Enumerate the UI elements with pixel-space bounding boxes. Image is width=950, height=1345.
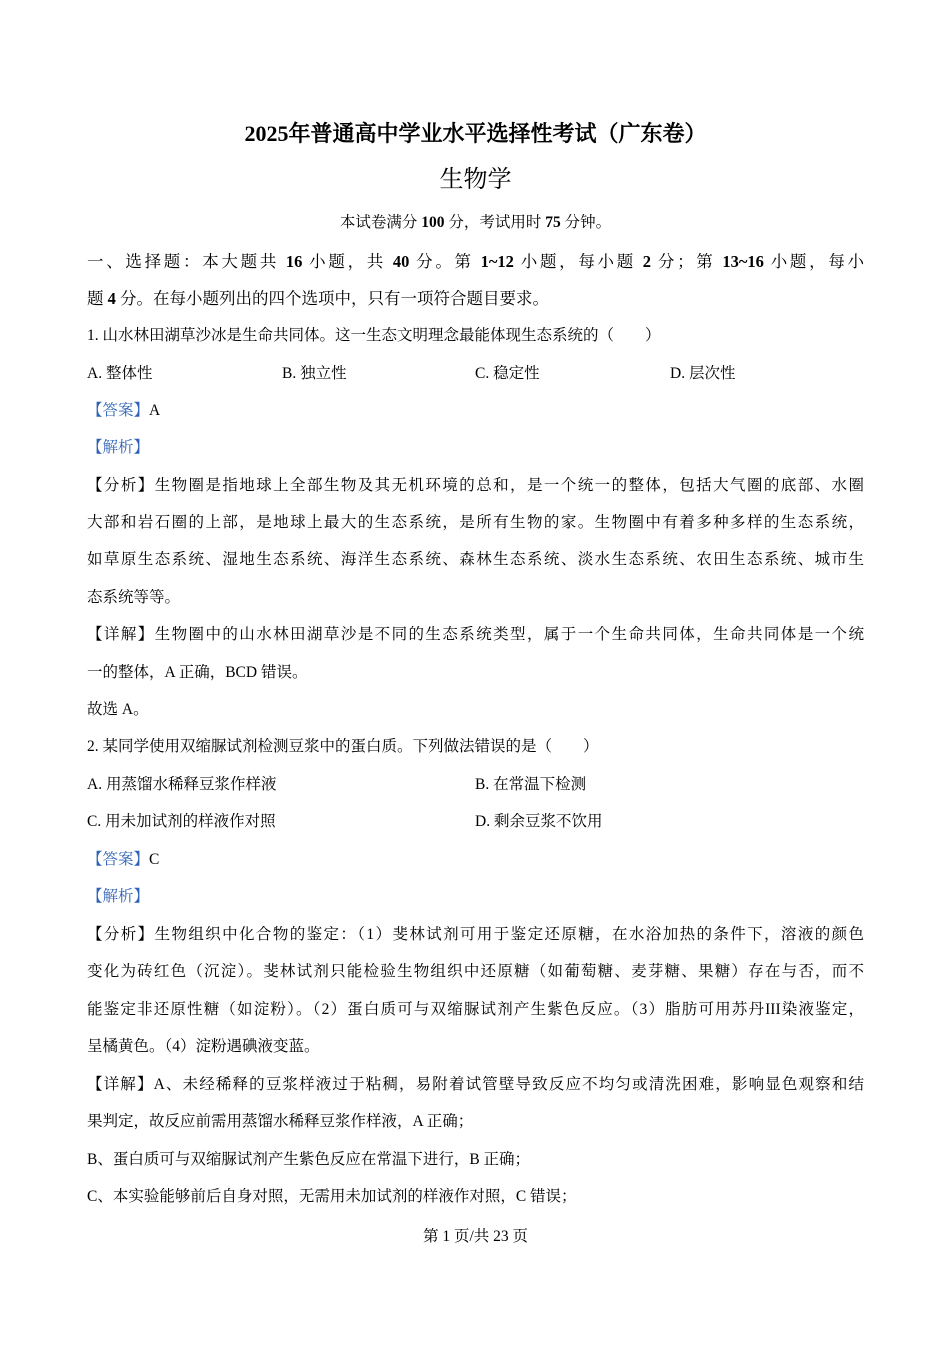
t: 题 [87, 289, 108, 308]
option-d: D. 层次性 [670, 365, 736, 382]
t: A、未经稀释的豆浆样液过于粘稠，易附着试管壁导致反应不均匀或清洗困难，影响显色观察和结 [153, 1076, 864, 1093]
answer-value: A [149, 402, 161, 419]
fenxi-label: 【分析】 [87, 926, 155, 943]
info-text: 分，考试用时 [444, 214, 546, 231]
page-footer: 第 1 页/共 23 页 [422, 1228, 529, 1245]
fenxi-line: 呈橘黄色。（4）淀粉遇碘液变蓝。 [87, 1038, 320, 1055]
info-text: 分钟。 [560, 214, 612, 231]
t: 4 [107, 289, 116, 308]
xiangjie-line [87, 1074, 864, 1096]
answer-label: 【答案】 [87, 402, 150, 419]
fenxi-label: 【分析】 [87, 477, 155, 494]
fenxi-line [87, 924, 864, 946]
xiangjie-line [87, 624, 864, 646]
xiangjie-label: 【详解】 [87, 626, 155, 643]
t: 分。在每小题列出的四个选项中，只有一项符合题目要求。 [115, 289, 549, 308]
fenxi-line: 大部和岩石圈的上部，是地球上最大的生态系统，是所有生物的家。生物圈中有着多种多样的生态系统， [87, 514, 864, 531]
answer-line [87, 849, 864, 871]
analysis-label: 【解析】 [87, 888, 150, 905]
analysis-label: 【解析】 [87, 439, 150, 456]
exam-title [87, 120, 864, 148]
t: 13~16 [722, 252, 764, 271]
option-b: B. 独立性 [282, 365, 347, 382]
info-time: 75 [545, 214, 561, 231]
t: 分；第 [651, 252, 723, 271]
option-a: A. 整体性 [87, 365, 153, 382]
conclusion: 故选 A。 [87, 701, 149, 718]
t: 16 [285, 252, 303, 271]
question-1-stem: 1. 山水林田湖草沙冰是生命共同体。这一生态文明理念最能体现生态系统的（ ） [87, 327, 661, 344]
xiangjie-line: C、本实验能够前后自身对照，无需用未加试剂的样液作对照，C 错误； [87, 1188, 577, 1205]
question-2-options [87, 811, 864, 833]
t: 40 [392, 252, 410, 271]
option-c: C. 稳定性 [475, 365, 540, 382]
t: 小题，每小题 [513, 252, 643, 271]
fenxi-line [87, 475, 864, 497]
info-score: 100 [421, 214, 445, 231]
fenxi-line: 变化为砖红色（沉淀）。斐林试剂只能检验生物组织中还原糖（如葡萄糖、麦芽糖、果糖）存在与否，而不 [87, 963, 864, 980]
title-text: 年普通高中学业水平选择性考试（广东卷） [288, 121, 707, 146]
fenxi-line: 态系统等等。 [87, 589, 181, 606]
answer-line [87, 400, 864, 422]
question-2-options [87, 774, 864, 796]
exam-info [87, 212, 864, 234]
t: 生物组织中化合物的鉴定：（1）斐林试剂可用于鉴定还原糖，在水浴加热的条件下，溶液的颜色 [154, 926, 864, 943]
section-instructions-line [87, 288, 864, 310]
t: 生物圈中的山水林田湖草沙是不同的生态系统类型，属于一个生命共同体，生命共同体是一个统 [154, 626, 864, 643]
t: 分。第 [409, 252, 481, 271]
option-d: D. 剩余豆浆不饮用 [475, 813, 603, 830]
t: 1~12 [480, 252, 514, 271]
fenxi-line: 如草原生态系统、湿地生态系统、海洋生态系统、森林生态系统、淡水生态系统、农田生态系统、城市生 [87, 551, 864, 568]
answer-label: 【答案】 [87, 851, 150, 868]
xiangjie-line: 果判定，故反应前需用蒸馏水稀释豆浆作样液，A 正确； [87, 1113, 474, 1130]
t: 生物圈是指地球上全部生物及其无机环境的总和，是一个统一的整体，包括大气圈的底部、水圈 [154, 477, 864, 494]
question-1-options [87, 363, 864, 385]
answer-value: C [149, 851, 160, 868]
xiangjie-line: 一的整体，A 正确，BCD 错误。 [87, 664, 308, 681]
title-year: 2025 [244, 121, 289, 146]
option-a: A. 用蒸馏水稀释豆浆作样液 [87, 776, 277, 793]
t: 2 [642, 252, 652, 271]
option-b: B. 在常温下检测 [475, 776, 587, 793]
xiangjie-label: 【详解】 [87, 1076, 154, 1093]
question-2-stem: 2. 某同学使用双缩脲试剂检测豆浆中的蛋白质。下列做法错误的是（ ） [87, 738, 599, 755]
t: 小题，共 [302, 252, 393, 271]
subject-title: 生物学 [439, 167, 512, 193]
info-text: 本试卷满分 [339, 214, 422, 231]
t: 小题，每小 [763, 252, 865, 271]
fenxi-line: 能鉴定非还原性糖（如淀粉）。（2）蛋白质可与双缩脲试剂产生紫色反应。（3）脂肪可用苏丹III染液鉴定， [87, 1001, 864, 1018]
xiangjie-line: B、蛋白质可与双缩脲试剂产生紫色反应在常温下进行，B 正确； [87, 1151, 531, 1168]
option-c: C. 用未加试剂的样液作对照 [87, 813, 276, 830]
t: 一、选择题：本大题共 [87, 252, 286, 271]
section-instructions-line [87, 251, 864, 273]
